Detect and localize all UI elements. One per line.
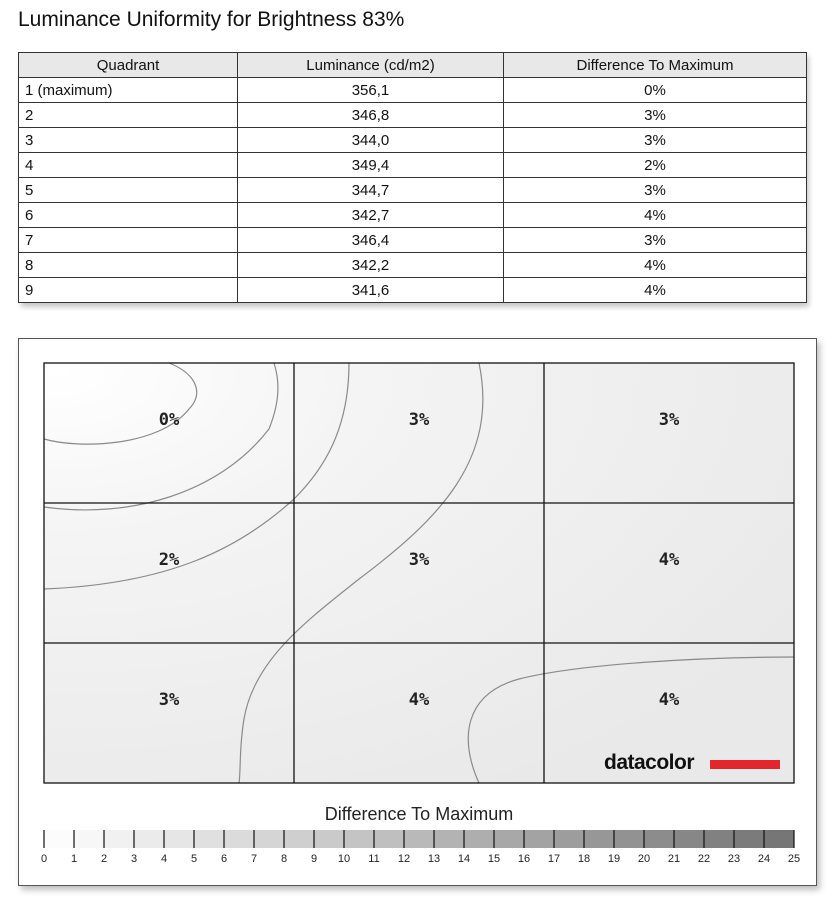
table-row [19,203,807,228]
scale-tick-label: 18 [577,853,591,865]
scale-swatch [704,830,735,848]
column-header-luminance: Luminance (cd/m2) [238,53,504,78]
scale-tick-label: 5 [190,853,198,865]
table-row [19,178,807,203]
scale-tick-label: 11 [368,853,380,865]
scale-swatch [524,830,555,848]
scale-swatch [614,830,645,848]
scale-swatch [284,830,315,848]
difference-cell: 3% [504,128,807,153]
scale-swatch [194,830,225,848]
scale-swatch [44,830,75,848]
table-row [19,228,807,253]
table-header-row [19,53,807,78]
scale-tick-label: 16 [517,853,531,865]
scale-swatch [434,830,465,848]
datacolor-logo-bar [710,760,780,769]
heatmap-cell-label: 2% [158,550,180,570]
heatmap-cell-label: 0% [158,410,180,430]
difference-cell: 0% [504,78,807,103]
scale-tick-label: 12 [397,853,411,865]
scale-tick-label: 2 [100,853,108,865]
luminance-cell: 344,7 [238,178,504,203]
luminance-cell: 356,1 [238,78,504,103]
difference-cell: 3% [504,228,807,253]
scale-title: Difference To Maximum [324,804,514,824]
quadrant-cell: 1 (maximum) [19,78,238,103]
scale-swatch [494,830,525,848]
quadrant-cell: 7 [19,228,238,253]
scale-tick-label: 22 [697,853,711,865]
scale-swatch [404,830,435,848]
uniformity-chart-panel [18,338,817,886]
luminance-cell: 341,6 [238,278,504,303]
quadrant-cell: 9 [19,278,238,303]
quadrant-cell: 5 [19,178,238,203]
uniformity-chart [19,339,816,885]
luminance-table [18,52,807,303]
luminance-cell: 349,4 [238,153,504,178]
scale-tick-label: 21 [667,853,681,865]
quadrant-cell: 6 [19,203,238,228]
scale-swatch [254,830,285,848]
scale-swatch [104,830,135,848]
table-row [19,103,807,128]
scale-tick-label: 23 [727,853,741,865]
table-row [19,278,807,303]
scale-swatch [224,830,255,848]
scale-tick-label: 9 [310,853,318,865]
luminance-table-container [18,52,806,303]
quadrant-cell: 2 [19,103,238,128]
quadrant-cell: 4 [19,153,238,178]
luminance-cell: 346,4 [238,228,504,253]
scale-tick-label: 15 [487,853,501,865]
scale-tick-label: 20 [637,853,651,865]
table-row [19,153,807,178]
scale-swatch [554,830,585,848]
scale-tick-label: 24 [757,853,771,865]
scale-tick-label: 13 [427,853,441,865]
scale-swatch [734,830,765,848]
scale-swatch [644,830,675,848]
table-row [19,253,807,278]
scale-swatch [344,830,375,848]
color-scale [41,830,800,865]
scale-swatch [584,830,615,848]
scale-tick-label: 3 [130,853,138,865]
scale-tick-label: 10 [337,853,351,865]
scale-tick-label: 0 [40,853,48,865]
quadrant-cell: 3 [19,128,238,153]
scale-swatch [164,830,195,848]
scale-swatch [464,830,495,848]
scale-tick-label: 14 [457,853,471,865]
scale-swatch [314,830,345,848]
luminance-cell: 346,8 [238,103,504,128]
difference-cell: 4% [504,253,807,278]
heatmap-cell-label: 3% [158,690,180,710]
column-header-difference: Difference To Maximum [504,53,807,78]
heatmap-cell-label: 4% [408,690,430,710]
difference-cell: 4% [504,278,807,303]
scale-swatch [674,830,705,848]
quadrant-cell: 8 [19,253,238,278]
scale-swatch [764,830,795,848]
table-row [19,78,807,103]
heatmap-cell-label: 4% [658,690,680,710]
scale-swatch [374,830,405,848]
scale-swatch [134,830,165,848]
heatmap-cell-label: 4% [658,550,680,570]
scale-tick-label: 6 [220,853,228,865]
datacolor-logo-text: datacolor [604,751,695,774]
heatmap-cell-label: 3% [408,410,430,430]
luminance-cell: 342,7 [238,203,504,228]
luminance-cell: 344,0 [238,128,504,153]
difference-cell: 2% [504,153,807,178]
heatmap-cell-label: 3% [658,410,680,430]
table-row [19,128,807,153]
page-title: Luminance Uniformity for Brightness 83% [18,8,405,31]
scale-tick-label: 25 [787,853,801,865]
heatmap-cell-label: 3% [408,550,430,570]
difference-cell: 3% [504,178,807,203]
column-header-quadrant: Quadrant [19,53,238,78]
scale-tick-label: 7 [250,853,258,865]
scale-tick-label: 17 [547,853,561,865]
scale-tick-label: 1 [70,853,78,865]
scale-swatch [74,830,105,848]
difference-cell: 3% [504,103,807,128]
scale-tick-label: 19 [607,853,621,865]
scale-tick-label: 8 [280,853,288,865]
difference-cell: 4% [504,203,807,228]
scale-tick-label: 4 [160,853,168,865]
luminance-cell: 342,2 [238,253,504,278]
